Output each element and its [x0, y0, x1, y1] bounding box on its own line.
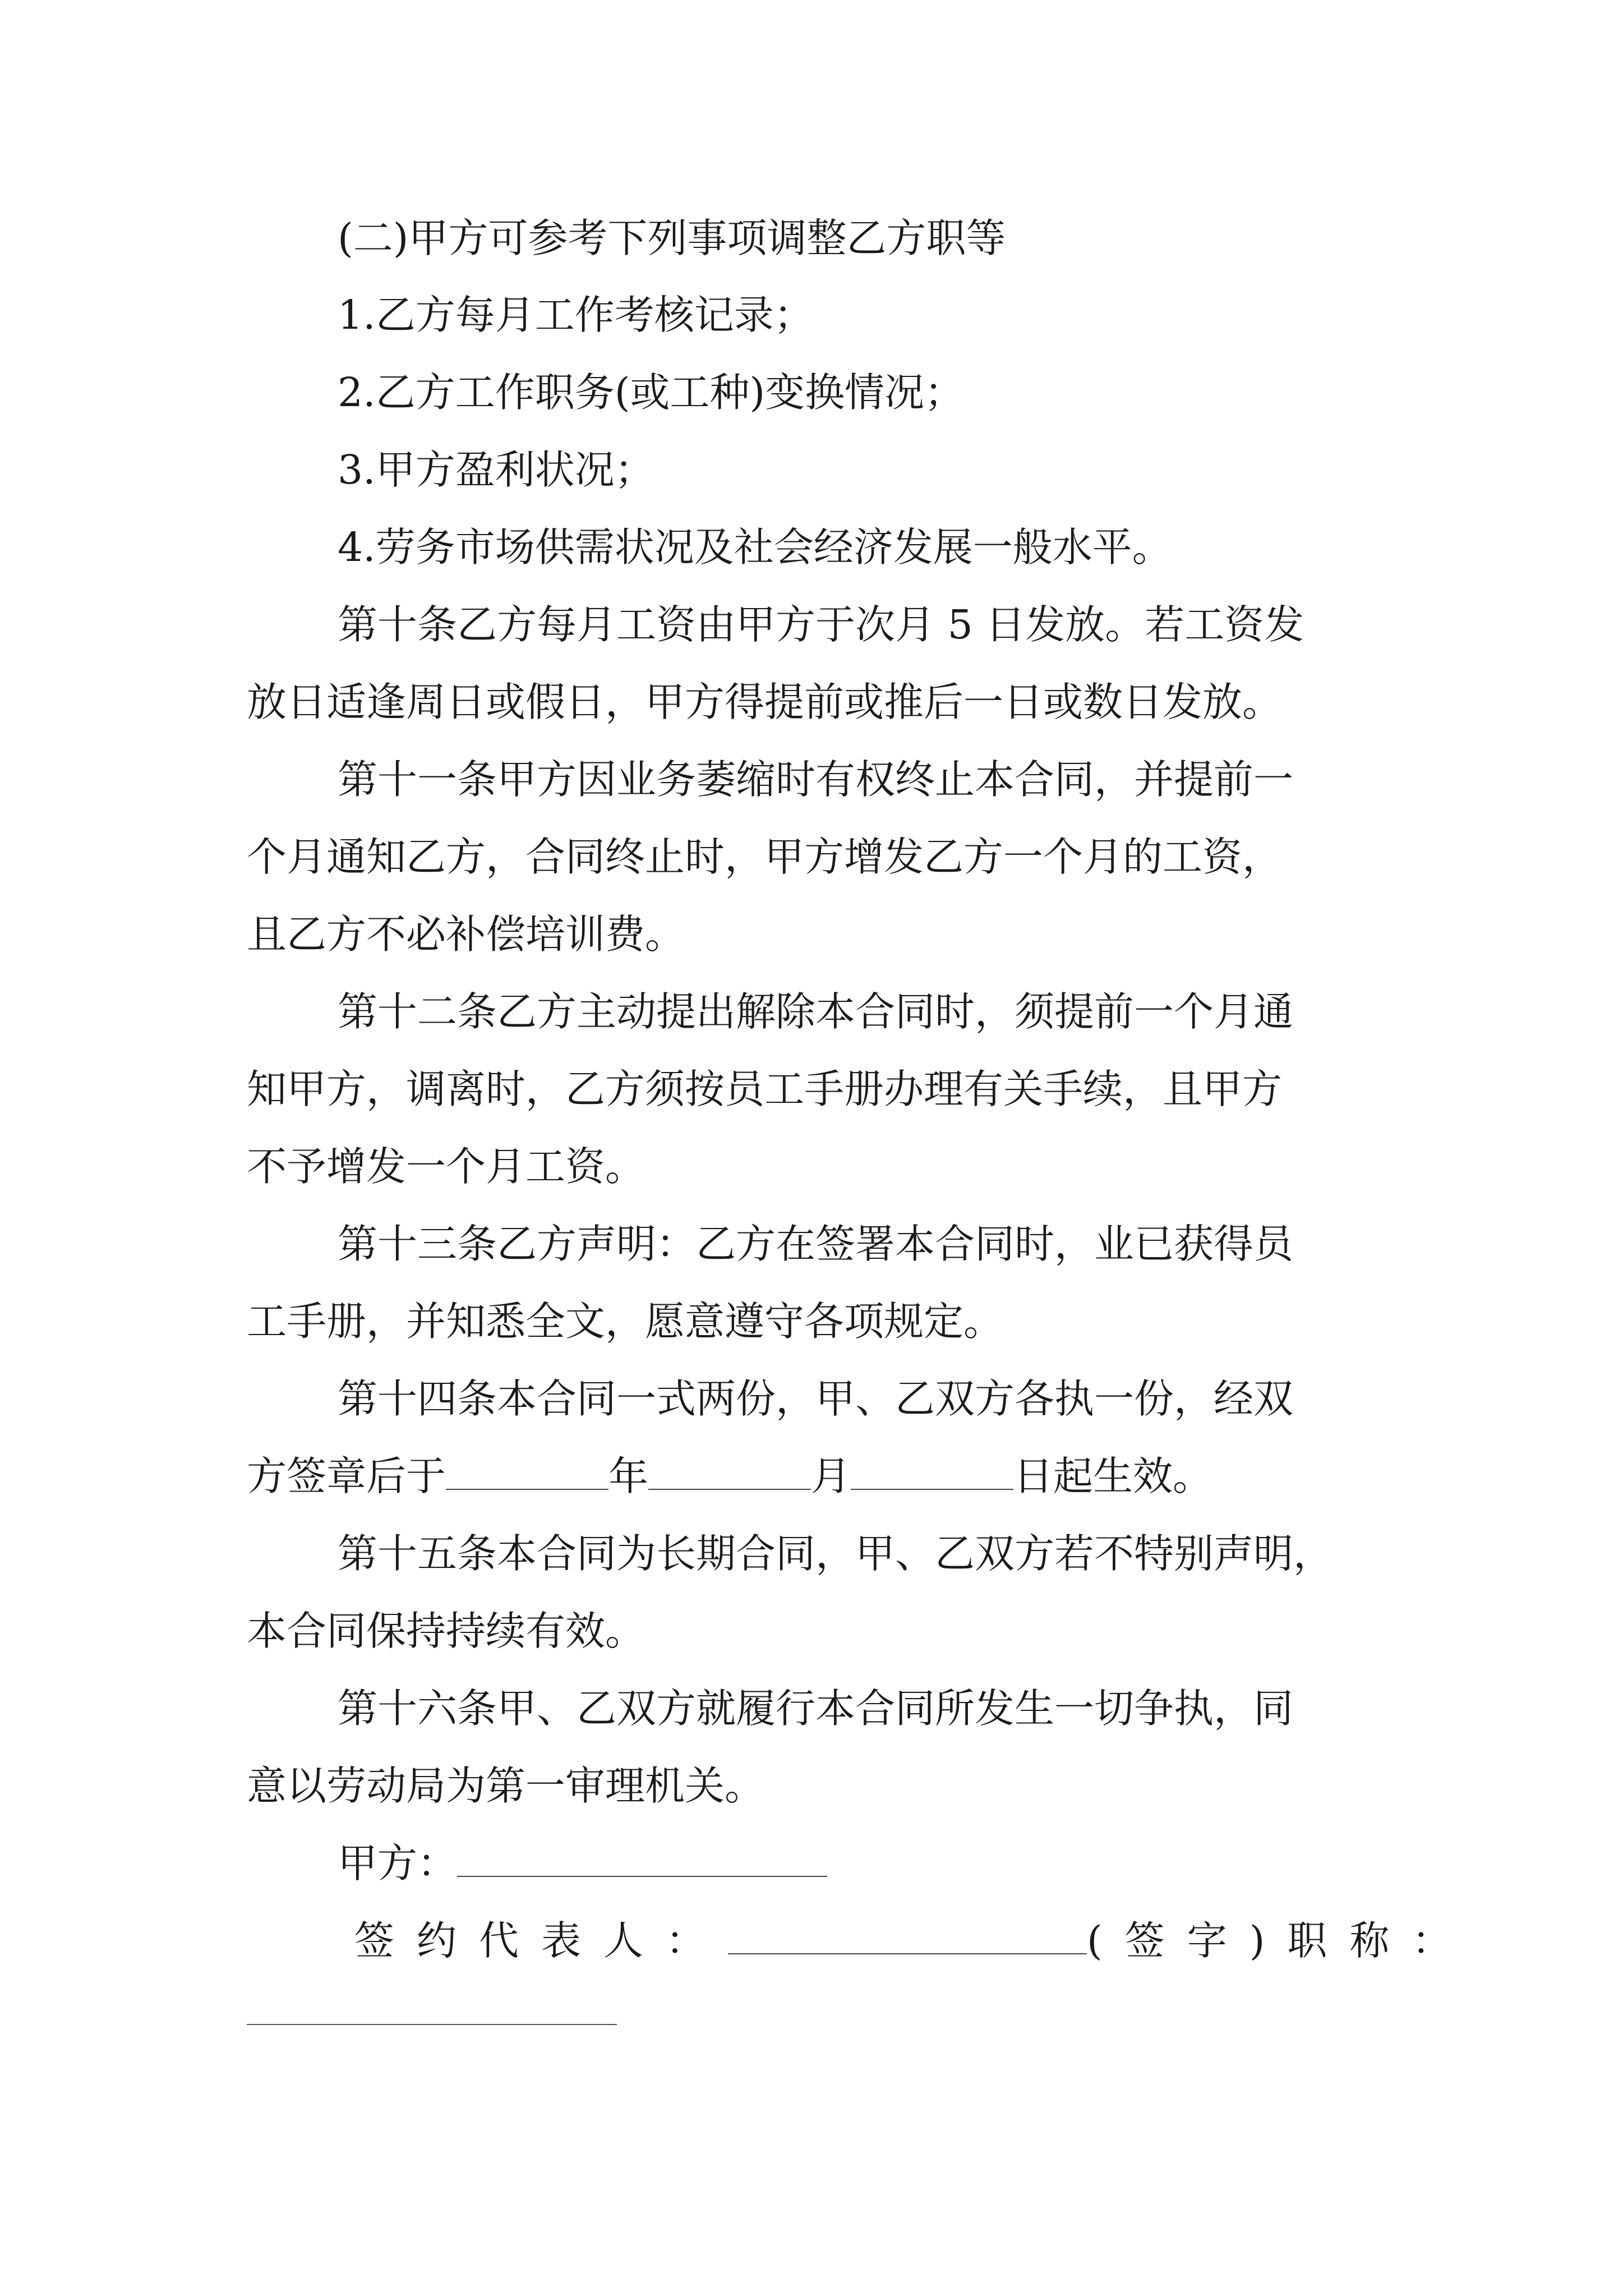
article-13-line-1: 第十三条乙方声明：乙方在签署本合同时，业已获得员 [338, 1221, 1294, 1267]
effective-date-prefix: 方签章后于 [247, 1453, 446, 1499]
article-15-line-2: 本合同保持持续有效。 [247, 1608, 645, 1654]
representative-line [354, 1916, 1474, 1966]
article-14-line-2 [247, 1451, 1212, 1502]
article-12-line-3: 不予增发一个月工资。 [247, 1143, 645, 1190]
article-15-line-1: 第十五条本合同为长期合同，甲、乙双方若不特别声明， [338, 1530, 1334, 1577]
month-label: 月 [811, 1453, 851, 1499]
job-title-blank[interactable] [247, 2024, 617, 2025]
article-16-line-1: 第十六条甲、乙双方就履行本合同所发生一切争执，同 [338, 1685, 1294, 1732]
paragraph-clause-two: (二)甲方可参考下列事项调整乙方职等 [338, 215, 1006, 261]
month-blank[interactable] [648, 1454, 811, 1490]
year-label: 年 [608, 1453, 649, 1499]
article-13-line-2: 工手册，并知悉全文，愿意遵守各项规定。 [247, 1298, 1004, 1345]
job-title-label: 职称： [1287, 1917, 1474, 1964]
list-item-4: 4.劳务市场供需状况及社会经济发展一般水平。 [338, 524, 1172, 570]
signature-note: (签字) [1087, 1917, 1288, 1964]
party-a-line [338, 1838, 827, 1889]
article-14-line-1: 第十四条本合同一式两份，甲、乙双方各执一份，经双 [338, 1375, 1294, 1422]
article-11-line-2: 个月通知乙方，合同终止时，甲方增发乙方一个月的工资， [247, 834, 1283, 880]
article-11-line-1: 第十一条甲方因业务萎缩时有权终止本合同，并提前一 [338, 756, 1294, 803]
representative-label: 签约代表人： [354, 1917, 728, 1964]
effective-date-suffix: 日起生效。 [1013, 1453, 1213, 1499]
list-item-2: 2.乙方工作职务(或工种)变换情况； [338, 369, 965, 416]
article-16-line-2: 意以劳动局为第一审理机关。 [247, 1763, 765, 1809]
year-blank[interactable] [446, 1454, 608, 1490]
article-10-line-2: 放日适逢周日或假日，甲方得提前或推后一日或数日发放。 [247, 679, 1283, 725]
article-10-line-1: 第十条乙方每月工资由甲方于次月 5 日发放。若工资发 [338, 601, 1304, 648]
article-12-line-1: 第十二条乙方主动提出解除本合同时，须提前一个月通 [338, 988, 1294, 1035]
list-item-3: 3.甲方盈利状况； [338, 447, 654, 493]
article-12-line-2: 知甲方，调离时，乙方须按员工手册办理有关手续，且甲方 [247, 1066, 1283, 1112]
party-a-label: 甲方： [338, 1840, 458, 1887]
article-11-line-3: 且乙方不必补偿培训费。 [247, 911, 685, 958]
day-blank[interactable] [851, 1454, 1013, 1490]
list-item-1: 1.乙方每月工作考核记录； [338, 292, 814, 338]
party-a-blank[interactable] [457, 1841, 827, 1877]
representative-blank[interactable] [728, 1918, 1087, 1954]
